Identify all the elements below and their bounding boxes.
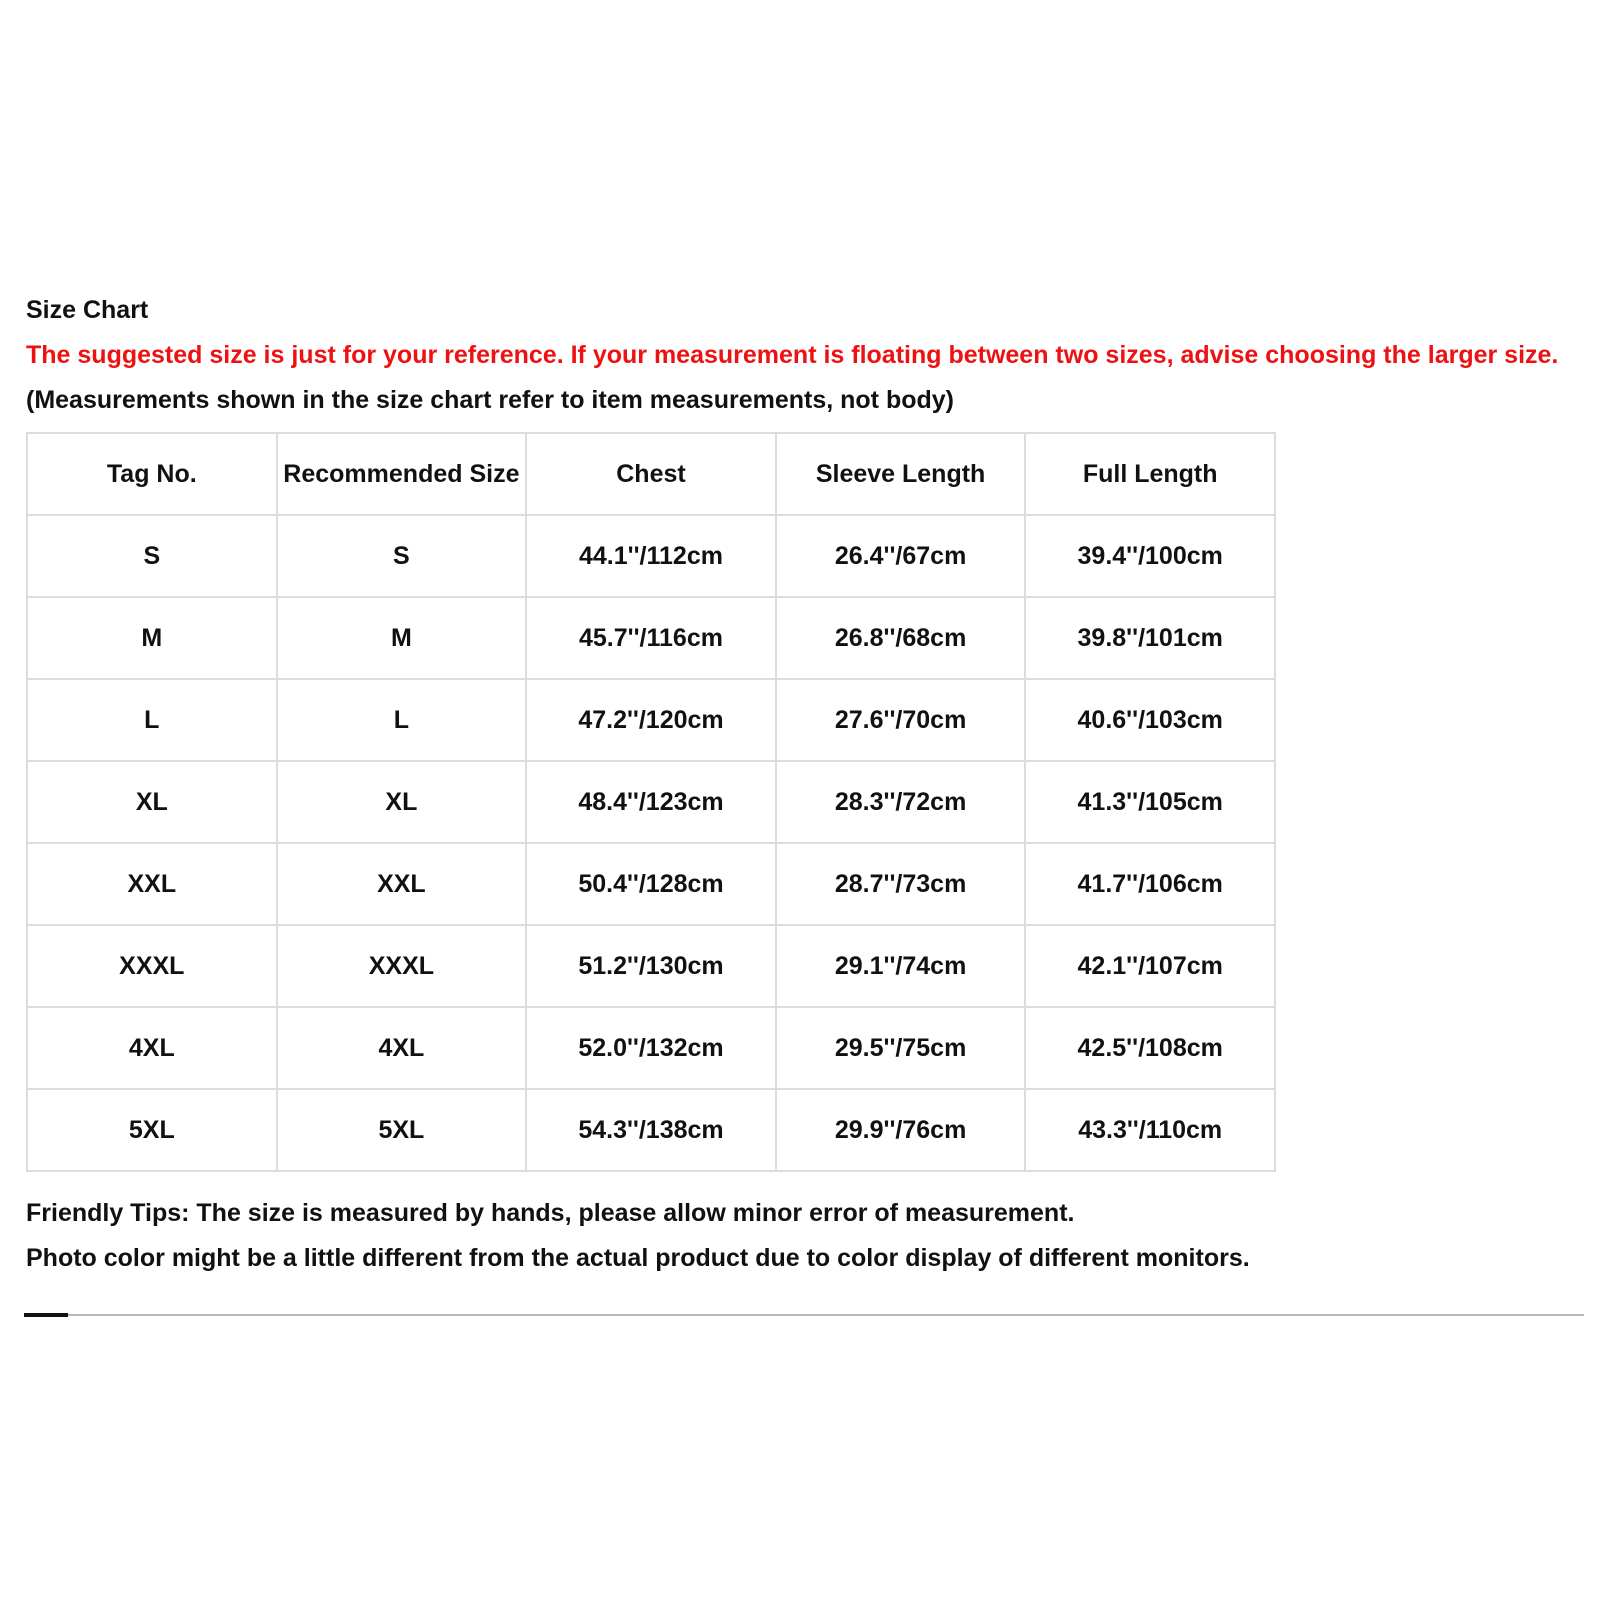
cell-chest: 44.1''/112cm <box>526 515 776 597</box>
cell-recommended-size: XL <box>277 761 527 843</box>
cell-sleeve-length: 26.4''/67cm <box>776 515 1026 597</box>
cell-recommended-size: XXXL <box>277 925 527 1007</box>
table-row <box>27 597 1275 679</box>
cell-full-length: 43.3''/110cm <box>1025 1089 1275 1171</box>
cell-sleeve-length: 28.3''/72cm <box>776 761 1026 843</box>
cell-chest: 45.7''/116cm <box>526 597 776 679</box>
cell-sleeve-length: 29.9''/76cm <box>776 1089 1026 1171</box>
cell-chest: 52.0''/132cm <box>526 1007 776 1089</box>
cell-chest: 47.2''/120cm <box>526 679 776 761</box>
table-row <box>27 925 1275 1007</box>
size-table <box>26 432 1276 1172</box>
cell-sleeve-length: 26.8''/68cm <box>776 597 1026 679</box>
bottom-divider-accent <box>24 1313 68 1317</box>
table-row <box>27 515 1275 597</box>
cell-recommended-size: XXL <box>277 843 527 925</box>
cell-chest: 50.4''/128cm <box>526 843 776 925</box>
cell-sleeve-length: 27.6''/70cm <box>776 679 1026 761</box>
cell-tag-no: 5XL <box>27 1089 277 1171</box>
cell-tag-no: L <box>27 679 277 761</box>
cell-full-length: 42.1''/107cm <box>1025 925 1275 1007</box>
cell-tag-no: XXL <box>27 843 277 925</box>
cell-tag-no: XXXL <box>27 925 277 1007</box>
cell-full-length: 41.7''/106cm <box>1025 843 1275 925</box>
cell-chest: 54.3''/138cm <box>526 1089 776 1171</box>
cell-chest: 48.4''/123cm <box>526 761 776 843</box>
cell-full-length: 41.3''/105cm <box>1025 761 1275 843</box>
cell-sleeve-length: 28.7''/73cm <box>776 843 1026 925</box>
cell-full-length: 40.6''/103cm <box>1025 679 1275 761</box>
cell-sleeve-length: 29.1''/74cm <box>776 925 1026 1007</box>
size-chart-document <box>26 296 1586 1273</box>
cell-tag-no: 4XL <box>27 1007 277 1089</box>
header-recommended-size: Recommended Size <box>277 433 527 515</box>
cell-recommended-size: M <box>277 597 527 679</box>
table-row <box>27 1007 1275 1089</box>
cell-tag-no: M <box>27 597 277 679</box>
bottom-divider <box>24 1314 1584 1316</box>
table-row <box>27 679 1275 761</box>
friendly-tips: Friendly Tips: The size is measured by hands, please allow minor error of measurement. <box>26 1199 1075 1227</box>
color-disclaimer: Photo color might be a little different from the actual product due to color display of different monitors. <box>26 1244 1250 1272</box>
table-row <box>27 761 1275 843</box>
cell-recommended-size: 4XL <box>277 1007 527 1089</box>
measurement-note: (Measurements shown in the size chart refer to item measurements, not body) <box>26 386 954 414</box>
table-row <box>27 843 1275 925</box>
cell-sleeve-length: 29.5''/75cm <box>776 1007 1026 1089</box>
cell-chest: 51.2''/130cm <box>526 925 776 1007</box>
table-row <box>27 1089 1275 1171</box>
header-chest: Chest <box>526 433 776 515</box>
cell-full-length: 42.5''/108cm <box>1025 1007 1275 1089</box>
cell-recommended-size: 5XL <box>277 1089 527 1171</box>
cell-tag-no: XL <box>27 761 277 843</box>
table-header-row <box>27 433 1275 515</box>
size-advice-notice: The suggested size is just for your reference. If your measurement is floating between two sizes, advise choosing the larger size. <box>26 341 1559 369</box>
page-title: Size Chart <box>26 296 149 324</box>
cell-tag-no: S <box>27 515 277 597</box>
header-sleeve-length: Sleeve Length <box>776 433 1026 515</box>
cell-full-length: 39.4''/100cm <box>1025 515 1275 597</box>
header-full-length: Full Length <box>1025 433 1275 515</box>
cell-recommended-size: L <box>277 679 527 761</box>
cell-recommended-size: S <box>277 515 527 597</box>
header-tag-no: Tag No. <box>27 433 277 515</box>
cell-full-length: 39.8''/101cm <box>1025 597 1275 679</box>
